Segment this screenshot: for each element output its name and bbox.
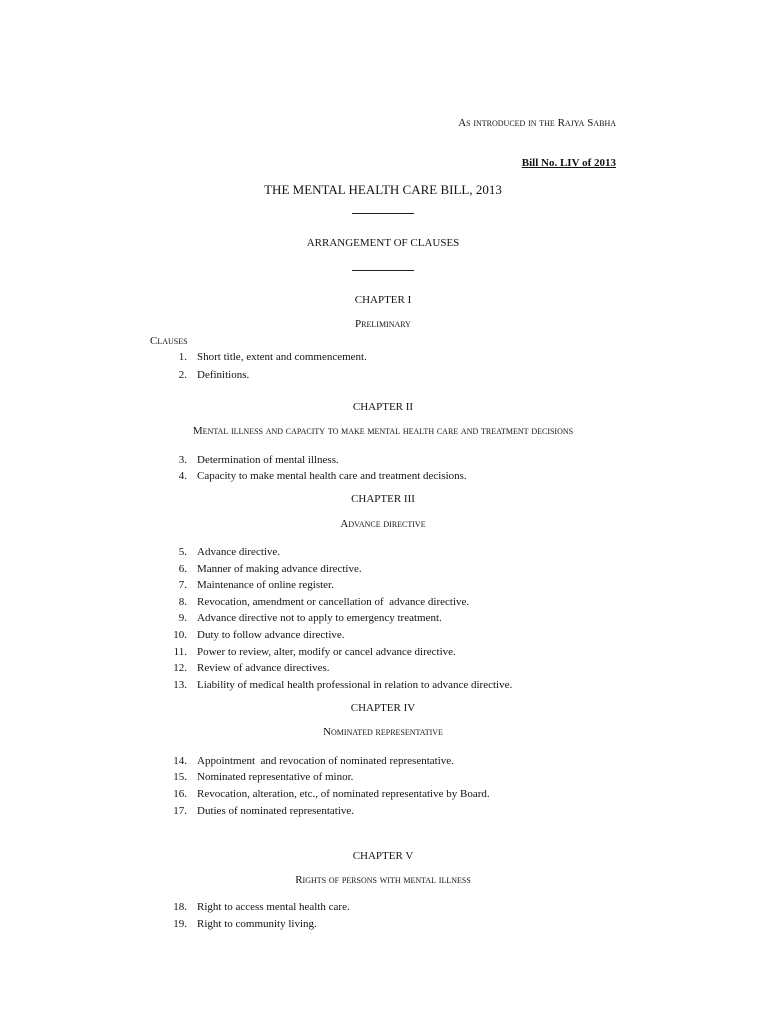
clause-text: Right to community living. [197, 918, 317, 930]
clause-text: Power to review, alter, modify or cancel advance directive. [197, 646, 456, 658]
chapter-heading: CHAPTER IV [350, 702, 416, 714]
clause-text: Right to access mental health care. [197, 901, 350, 913]
clause-number: 12. [173, 662, 187, 674]
clause-number: 1. [178, 351, 187, 363]
bill-number: Bill No. LIV of 2013 [521, 157, 616, 169]
chapter-subtitle: Mental illness and capacity to make mental health care and treatment decisions [192, 425, 574, 437]
clause-text: Short title, extent and commencement. [197, 351, 367, 363]
chapter-heading: CHAPTER V [352, 850, 414, 862]
clause-item [150, 349, 616, 365]
clause-text: Manner of making advance directive. [197, 563, 362, 575]
arrangement-divider [352, 270, 414, 271]
clause-item [150, 610, 616, 626]
clause-number: 4. [178, 470, 187, 482]
clauses-label: Clauses [150, 335, 188, 347]
chapter-subtitle: Preliminary [355, 318, 411, 330]
chapter-subtitle: Rights of persons with mental illness [295, 874, 471, 886]
clause-text: Nominated representative of minor. [197, 771, 354, 783]
clause-text: Revocation, alteration, etc., of nominated representative by Board. [197, 788, 490, 800]
chapter-subtitle: Advance directive [340, 518, 426, 530]
clause-item [150, 577, 616, 593]
clause-number: 15. [173, 771, 187, 783]
clause-item [150, 452, 616, 468]
clause-number: 18. [173, 901, 187, 913]
clause-item [150, 594, 616, 610]
clause-number: 11. [173, 646, 187, 658]
clause-number: 8. [178, 596, 187, 608]
clause-item [150, 468, 616, 484]
clause-item [150, 660, 616, 676]
clause-number: 9. [178, 612, 187, 624]
clause-item [150, 561, 616, 577]
clause-number: 13. [173, 679, 187, 691]
clause-item [150, 677, 616, 693]
clause-item [150, 769, 616, 785]
clause-item [150, 916, 616, 932]
clause-number: 10. [173, 629, 187, 641]
title-divider [352, 213, 414, 214]
arrangement-heading: ARRANGEMENT OF CLAUSES [306, 237, 460, 249]
clause-text: Appointment and revocation of nominated representative. [197, 755, 454, 767]
chapter-heading: CHAPTER III [351, 493, 415, 505]
clause-item [150, 753, 616, 769]
chapter-heading: CHAPTER I [354, 294, 412, 306]
document-title: THE MENTAL HEALTH CARE BILL, 2013 [264, 182, 502, 197]
clause-item [150, 644, 616, 660]
clause-text: Review of advance directives. [197, 662, 330, 674]
clause-item [150, 627, 616, 643]
clause-number: 16. [173, 788, 187, 800]
clause-text: Determination of mental illness. [197, 454, 339, 466]
chapter-subtitle: Nominated representative [323, 726, 443, 738]
clause-text: Revocation, amendment or cancellation of advance directive. [197, 596, 470, 608]
clause-item [150, 899, 616, 915]
clause-number: 14. [173, 755, 187, 767]
clause-number: 2. [178, 369, 187, 381]
clause-text: Duty to follow advance directive. [197, 629, 345, 641]
clause-text: Duties of nominated representative. [197, 805, 355, 817]
clause-item [150, 367, 616, 383]
clause-number: 5. [178, 546, 187, 558]
clause-number: 7. [178, 579, 187, 591]
clause-number: 19. [173, 918, 187, 930]
chapter-heading: CHAPTER II [352, 401, 414, 413]
introduced-note: As introduced in the Rajya Sabha [458, 117, 616, 129]
clause-text: Capacity to make mental health care and treatment decisions. [197, 470, 467, 482]
clause-item [150, 803, 616, 819]
clause-text: Advance directive not to apply to emergency treatment. [197, 612, 442, 624]
clause-item [150, 786, 616, 802]
clause-text: Advance directive. [197, 546, 281, 558]
clause-text: Liability of medical health professional in relation to advance directive. [197, 679, 513, 691]
clause-number: 3. [178, 454, 187, 466]
clause-text: Maintenance of online register. [197, 579, 334, 591]
clause-number: 17. [173, 805, 187, 817]
clause-item [150, 544, 616, 560]
clause-number: 6. [178, 563, 187, 575]
clause-text: Definitions. [197, 369, 250, 381]
